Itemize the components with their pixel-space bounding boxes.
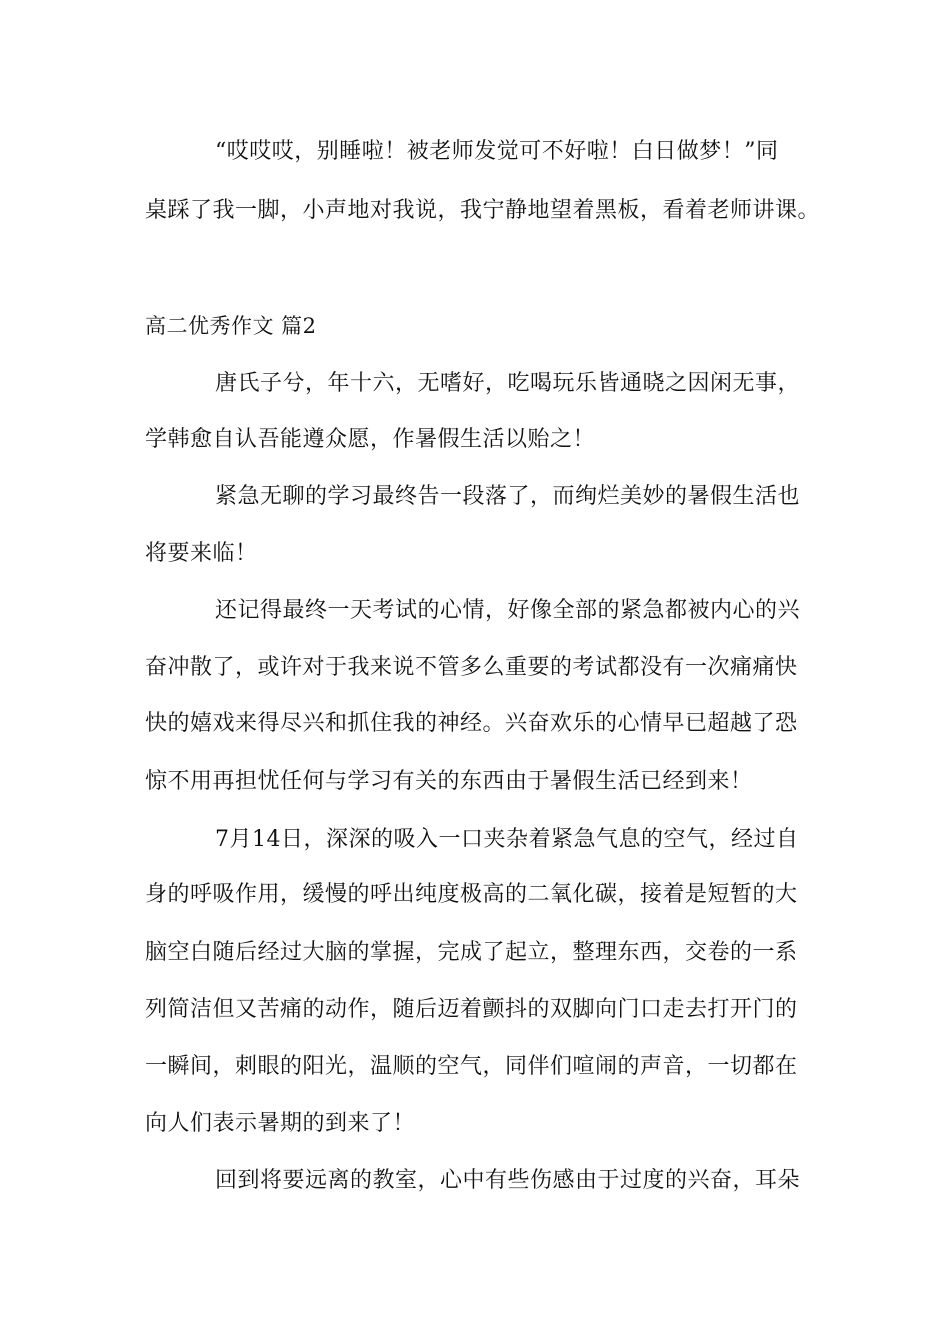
- paragraph-line: 奋冲散了，或许对于我来说不管多么重要的考试都没有一次痛痛快: [145, 655, 798, 680]
- paragraph-line: “哎哎哎，别睡啦！被老师发觉可不好啦！白日做梦！”同: [215, 139, 779, 164]
- section-heading: 高二优秀作文 篇2: [145, 314, 317, 338]
- paragraph-line: 学韩愈自认吾能遵众愿，作暑假生活以贻之！: [145, 427, 596, 452]
- paragraph-line: 还记得最终一天考试的心情，好像全部的紧急都被内心的兴: [215, 598, 801, 623]
- paragraph-line: 脑空白随后经过大脑的掌握，完成了起立，整理东西，交卷的一系: [145, 940, 798, 965]
- paragraph-line: 列简洁但又苦痛的动作，随后迈着颤抖的双脚向门口走去打开门的: [145, 997, 798, 1022]
- paragraph-line: 7月14日，深深的吸入一口夹杂着紧急气息的空气，经过自: [215, 827, 799, 852]
- paragraph-line: 紧急无聊的学习最终告一段落了，而绚烂美妙的暑假生活也: [215, 484, 801, 509]
- paragraph-line: 一瞬间，刺眼的阳光，温顺的空气，同伴们喧闹的声音，一切都在: [145, 1054, 798, 1079]
- paragraph-line: 桌踩了我一脚，小声地对我说，我宁静地望着黑板，看着老师讲课。: [145, 198, 821, 223]
- paragraph-line: 将要来临！: [145, 541, 258, 566]
- paragraph-line: 快的嬉戏来得尽兴和抓住我的神经。兴奋欢乐的心情早已超越了恐: [145, 711, 798, 736]
- paragraph-line: 向人们表示暑期的到来了！: [145, 1111, 416, 1136]
- paragraph-line: 身的呼吸作用，缓慢的呼出纯度极高的二氧化碳，接着是短暂的大: [145, 882, 798, 907]
- paragraph-line: 惊不用再担忧任何与学习有关的东西由于暑假生活已经到来！: [145, 769, 753, 794]
- paragraph-line: 唐氏子兮，年十六，无嗜好，吃喝玩乐皆通晓之因闲无事，: [215, 371, 801, 396]
- paragraph-line: 回到将要远离的教室，心中有些伤感由于过度的兴奋，耳朵: [215, 1168, 801, 1193]
